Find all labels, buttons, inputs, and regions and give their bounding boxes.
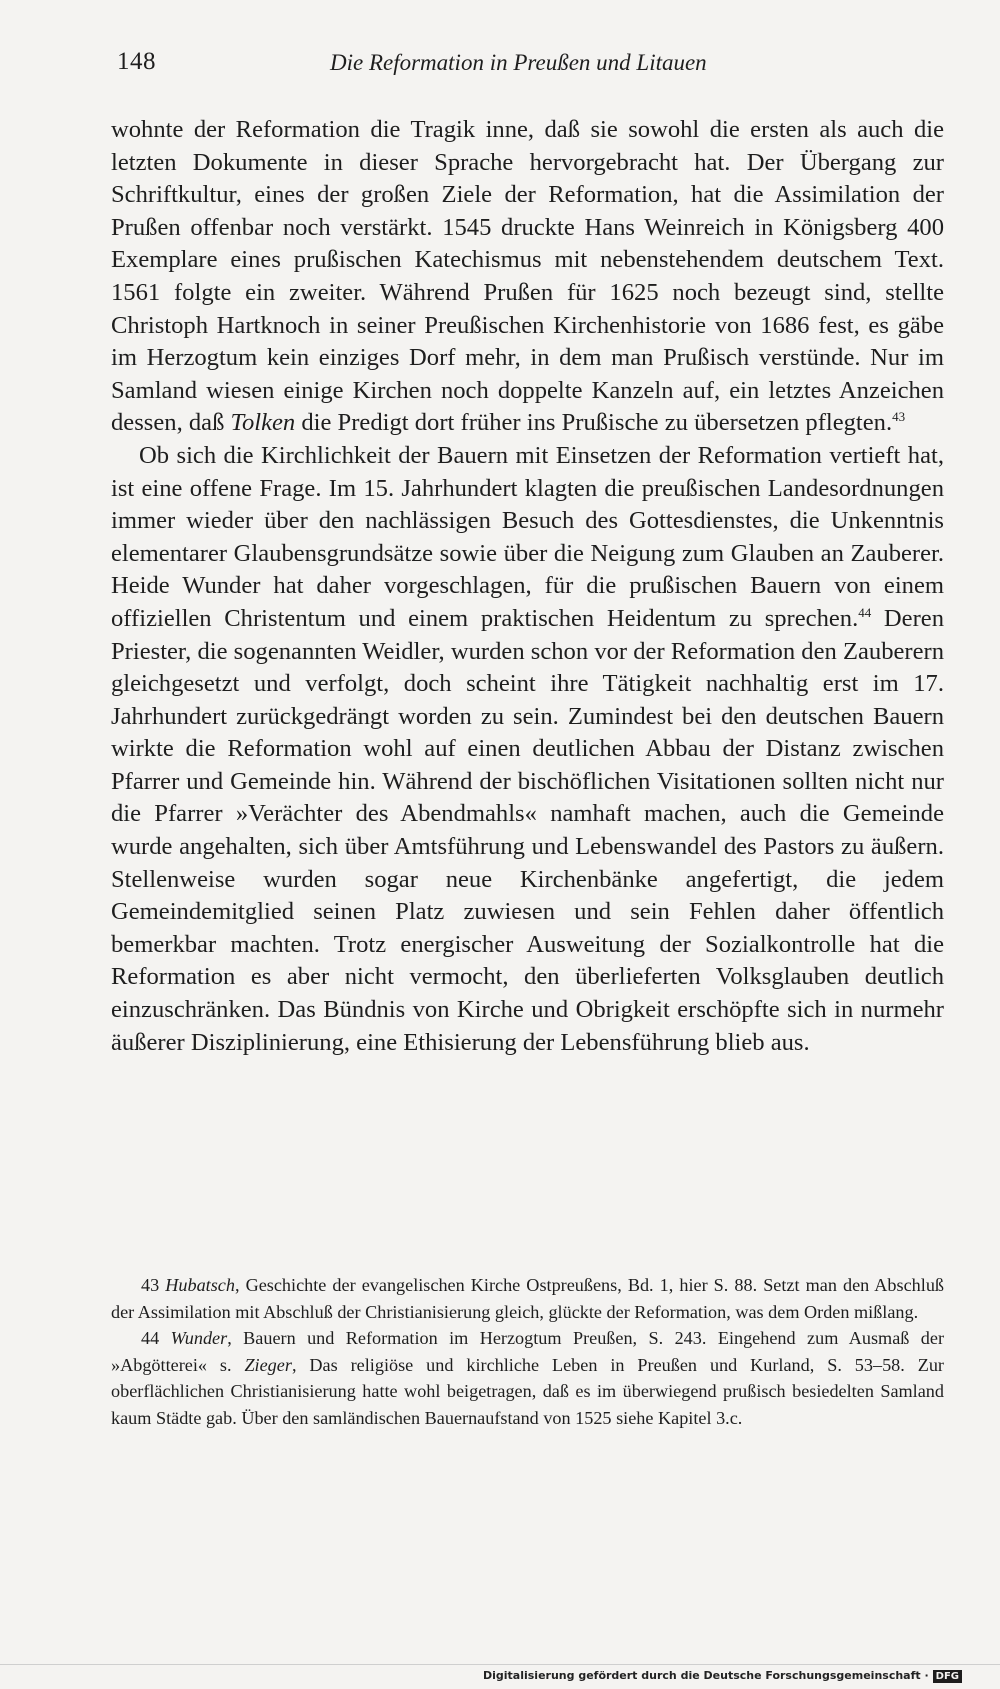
paragraph-2-text: Ob sich die Kirchlichkeit der Bauern mit Einsetzen der Reformation vertieft hat, ist eine offene Frage. Im 15. Jahrhundert klagten die preußischen Landesordnungen immer wieder über den nachlässigen Besuch des Gottesdienstes, die Unkenntnis elementarer Glaubensgrundsätze sowie über die Neigung zum Glauben an Zauberer. Heide Wunder hat daher vorgeschlagen, für die prußischen Bauern von einem offiziellen Christentum und einem praktischen Heidentum zu sprechen. [111, 441, 944, 632]
footnote-author-2: Zieger [244, 1354, 292, 1375]
page-number: 148 [117, 48, 156, 75]
footnote-ref-44[interactable]: 44 [858, 604, 872, 620]
footnote-ref-43[interactable]: 43 [892, 409, 906, 425]
footnote-43 [111, 1272, 944, 1325]
footnote-44 [111, 1325, 944, 1431]
paragraph-2 [111, 440, 944, 1059]
dfg-logo: DFG [933, 1670, 962, 1683]
main-text [111, 114, 944, 1059]
running-title: Die Reformation in Preußen und Litauen [330, 50, 707, 75]
footnote-number: 44 [141, 1328, 160, 1348]
italic-term: Tolken [230, 409, 296, 437]
credit-text: Digitalisierung gefördert durch die Deutsche Forschungsgemeinschaft · [482, 1669, 929, 1682]
footnote-author: Wunder [170, 1328, 228, 1348]
footnote-number: 43 [141, 1275, 160, 1295]
paragraph-2-end: Deren Priester, die sogenannten Weidler, wurden schon vor der Reformation den Zauberern gleichgesetzt und verfolgt, doch scheint ihre Tätigkeit nachhaltig erst im 17. Jahrhundert zurückgedrängt worden zu sein. Zumindest bei den deutschen Bauern wirkte die Reformation wohl auf einen deutlichen Abbau der Distanz zwischen Pfarrer und Gemeinde hin. Während der bischöflichen Visitationen sollten nicht nur die Pfarrer »Verächter des Abendmahls« namhaft machen, auch die Gemeinde wurde angehalten, sich über Amtsführung und Lebenswandel des Pastors zu äußern. Stellenweise wurden sogar neue Kirchenbänke angefertigt, die jedem Gemeindemitglied seinen Platz zuwiesen und sein Fehlen daher öffentlich bemerkbar machten. Trotz energischer Ausweitung der Sozialkontrolle hat die Reformation es aber nicht vermocht, den überlieferten Volksglauben deutlich einzuschränken. Das Bündnis von Kirche und Obrigkeit erschöpfte sich in nurmehr äußerer Disziplinierung, eine Ethisierung der Lebensführung blieb aus. [111, 604, 944, 1056]
footnote-author: Hubatsch [165, 1275, 235, 1295]
paragraph-1 [111, 114, 944, 440]
paragraph-1-text: wohnte der Reformation die Tragik inne, daß sie sowohl die ersten als auch die letzten Dokumente in dieser Sprache hervorgebracht hat. Der Übergang zur Schriftkultur, eines der großen Ziele der Reformation, hat die Assimilation der Prußen offenbar noch verstärkt. 1545 druckte Hans Weinreich in Königsberg 400 Exemplare eines prußischen Katechismus mit nebenstehendem deutschem Text. 1561 folgte ein zweiter. Während Prußen für 1625 noch bezeugt sind, stellte Christoph Hartknoch in seiner Preußischen Kirchenhistorie von 1686 fest, es gäbe im Herzogtum kein einziges Dorf mehr, in dem man Prußisch verstünde. Nur im Samland wiesen einige Kirchen noch doppelte Kanzeln auf, ein letztes Anzeichen dessen, daß [111, 116, 944, 437]
footnote-text: , Geschichte der evangelischen Kirche Ostpreußens, Bd. 1, hier S. 88. Setzt man den Abschluß der Assimilation mit Abschluß der Christianisierung gleich, glückte der Reformation, was dem Orden mißlang. [111, 1275, 945, 1322]
paragraph-1-end: die Predigt dort früher ins Prußische zu übersetzen pflegten. [295, 409, 893, 437]
footnote-text: , Bauern und Reformation im Herzogtum Preußen, S. 243. Eingehend zum Ausmaß der »Abgötterei« s. [111, 1328, 944, 1375]
footnote-text-2: , Das religiöse und kirchliche Leben in Preußen und Kurland, S. 53–58. Zur oberflächlichen Christianisierung hatte wohl beigetragen, daß es im überwiegend prußisch besiedelten Samland kaum Städte gab. Über den samländischen Bauernaufstand von 1525 siehe Kapitel 3.c. [111, 1354, 944, 1428]
footer-divider [0, 1664, 1000, 1665]
digitization-credit [483, 1669, 962, 1683]
footnotes [111, 1272, 944, 1431]
